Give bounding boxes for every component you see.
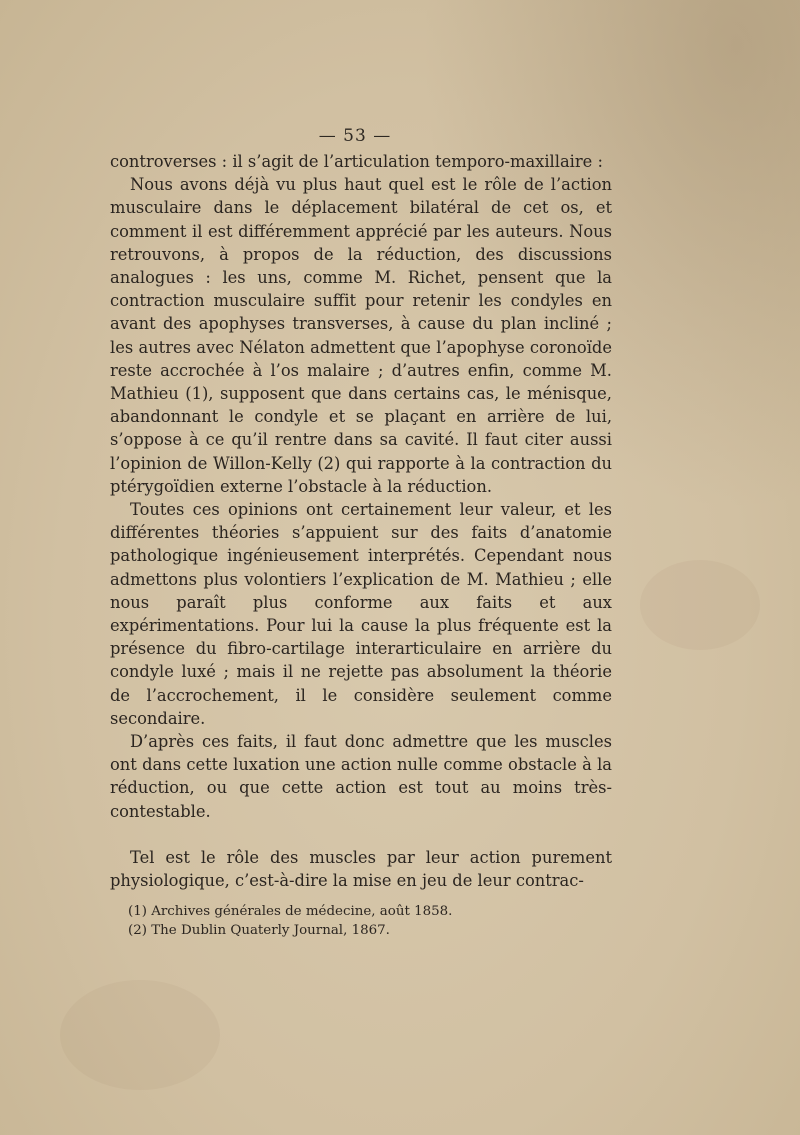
footnote: (2) The Dublin Quaterly Journal, 1867. (128, 923, 390, 938)
paragraph: Nous avons déjà vu plus haut quel est le rôle de l’action musculaire dans le déplacement bilatéral de cet os, et comment il est différemment apprécié par les auteurs. Nous retrouvons, à propos de la réduction, des discussions analogues : les uns, comme M. Richet, pensent que la contraction musculaire suffit pour retenir les condyles en avant des apophyses transverses, à cause du plan incliné ; les autres avec Nélaton admettent que l’apophyse coronoïde reste accrochée à l’os malaire ; d’autres enfin, comme M. Mathieu (1), supposent que dans certains cas, le ménisque, abandonnant le condyle et se plaçant en arrière de lui, s’oppose à ce qu’il rentre dans sa cavité. Il faut citer aussi l’opinion de Willon-Kelly (2) qui rapporte à la contraction du ptérygoïdien externe l’obstacle à la réduction. (110, 175, 612, 496)
paragraph: D’après ces faits, il faut donc admettre que les muscles ont dans cette luxation une action nulle comme obstacle à la réduction, ou que cette action est tout au moins très-contestable. (110, 732, 612, 821)
body-text (110, 150, 612, 892)
paragraph: controverses : il s’agit de l’articulation temporo-maxillaire : (110, 152, 603, 171)
page-number: — 53 — (318, 126, 392, 146)
paper-stain (60, 980, 220, 1090)
paragraph: Toutes ces opinions ont certainement leur valeur, et les différentes théories s’appuient sur des faits d’anatomie pathologique ingénieusement interprétés. Cependant nous admettons plus volontiers l’explication de M. Mathieu ; elle nous paraît plus conforme aux faits et aux expérimentations. Pour lui la cause la plus fréquente est la présence du fibro-cartilage interarticulaire en arrière du condyle luxé ; mais il ne rejette pas absolument la théorie de l’accrochement, il le considère seulement comme secondaire. (110, 500, 612, 728)
paragraph: Tel est le rôle des muscles par leur action purement physiologique, c’est-à-dire la mise en jeu de leur contrac- (110, 847, 612, 891)
paper-stain (640, 560, 760, 650)
footnote: (1) Archives générales de médecine, août 1858. (128, 904, 453, 919)
footnotes (128, 902, 608, 940)
